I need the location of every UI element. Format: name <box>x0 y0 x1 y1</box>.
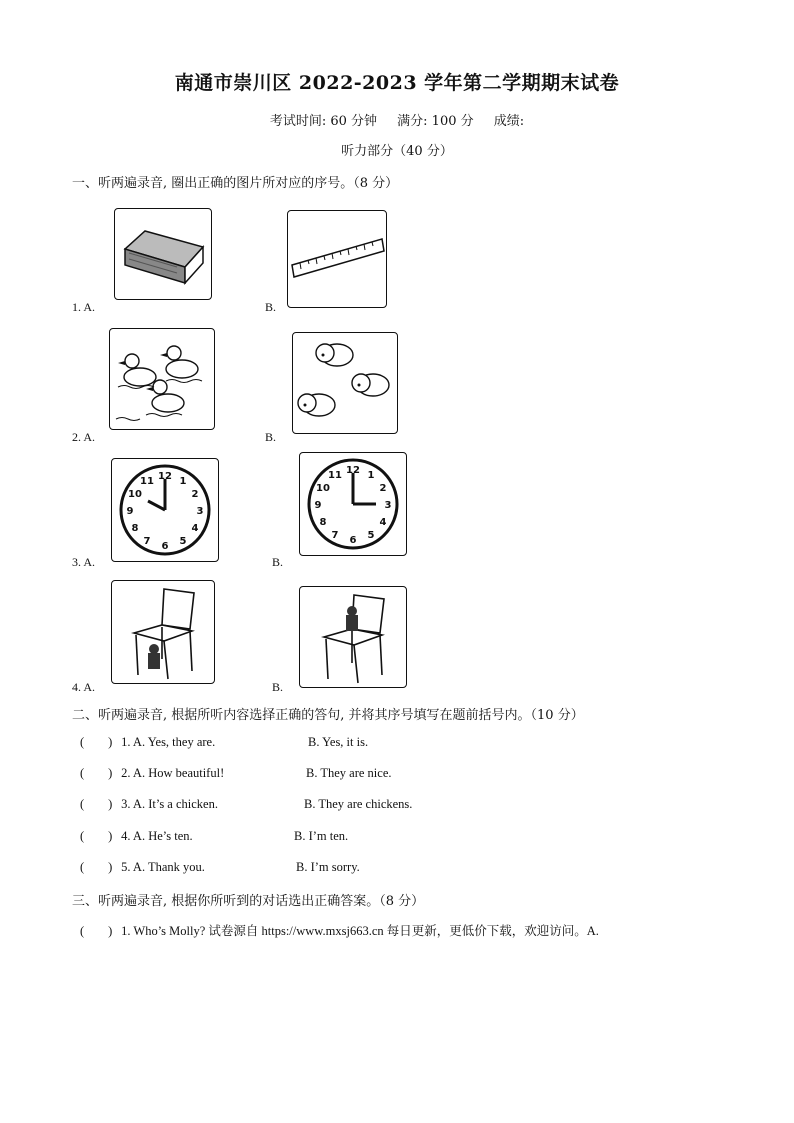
answer-paren-open: ( <box>80 860 85 874</box>
s2-q4-option-a: 4. A. He’s ten. <box>121 829 193 843</box>
clock-three-picture[interactable] <box>299 452 407 556</box>
s2-q2 <box>80 766 224 781</box>
pigs-picture[interactable] <box>292 332 398 434</box>
s3-q1 <box>80 921 599 939</box>
svg-text:6: 6 <box>161 541 169 552</box>
q3-b-label: B. <box>272 555 284 569</box>
svg-text:4: 4 <box>191 523 199 534</box>
q4-b-label: B. <box>272 680 284 694</box>
section2-heading: 二、听两遍录音, 根据所听内容选择正确的答句, 并将其序号填写在题前括号内。（10 分） <box>72 708 584 723</box>
svg-text:12: 12 <box>346 465 360 476</box>
q4-a-label: 4. A. <box>72 680 96 694</box>
s3-q1-text: 1. Who’s Molly? 试卷源自 https://www.mxsj663.cn 每日更新，更低价下载，欢迎访问。A. <box>121 924 599 938</box>
grade-field: 成绩: <box>493 114 525 129</box>
section3-heading: 三、听两遍录音, 根据你所听到的对话选出正确答案。（8 分） <box>72 894 425 909</box>
s2-q4-option-b: B. I’m ten. <box>294 829 349 843</box>
s2-q5-option-a: 5. A. Thank you. <box>121 860 205 874</box>
s2-q4 <box>80 829 193 844</box>
svg-text:7: 7 <box>143 536 151 547</box>
svg-text:5: 5 <box>367 530 375 541</box>
q2-a-label: 2. A. <box>72 430 96 444</box>
svg-text:6: 6 <box>349 535 357 546</box>
answer-paren-close: ) <box>108 924 113 938</box>
svg-text:2: 2 <box>191 489 199 500</box>
section1-heading: 一、听两遍录音, 圈出正确的图片所对应的序号。（8 分） <box>72 176 399 191</box>
full-score: 满分: 100 分 <box>397 114 474 129</box>
s2-q3-option-b: B. They are chickens. <box>304 797 413 811</box>
svg-text:10: 10 <box>316 483 330 494</box>
svg-text:11: 11 <box>140 476 154 487</box>
ruler-picture[interactable] <box>287 210 387 308</box>
answer-paren-close: ) <box>108 735 113 749</box>
answer-paren-open: ( <box>80 797 85 811</box>
exam-meta <box>0 110 794 129</box>
svg-text:1: 1 <box>367 470 375 481</box>
svg-text:7: 7 <box>331 530 339 541</box>
q1-b-label: B. <box>265 300 277 314</box>
q1-a-label: 1. A. <box>72 300 96 314</box>
svg-text:8: 8 <box>131 523 139 534</box>
ducks-picture[interactable] <box>109 328 215 430</box>
answer-paren-close: ) <box>108 797 113 811</box>
svg-text:3: 3 <box>196 506 204 517</box>
s2-q2-option-b: B. They are nice. <box>306 766 392 780</box>
svg-text:9: 9 <box>314 500 322 511</box>
answer-paren-open: ( <box>80 924 85 938</box>
s2-q1 <box>80 735 215 750</box>
s2-q1-option-a: 1. A. Yes, they are. <box>121 735 216 749</box>
answer-paren-open: ( <box>80 829 85 843</box>
toy-on-chair-picture[interactable] <box>299 586 407 688</box>
s2-q1-option-b: B. Yes, it is. <box>308 735 369 749</box>
toy-under-chair-picture[interactable] <box>111 580 215 684</box>
answer-paren-close: ) <box>108 860 113 874</box>
svg-text:11: 11 <box>328 470 342 481</box>
svg-text:8: 8 <box>319 517 327 528</box>
listening-part-title: 听力部分（40 分） <box>341 144 453 159</box>
answer-paren-open: ( <box>80 766 85 780</box>
page-title: 南通市崇川区 2022-2023 学年第二学期期末试卷 <box>174 72 620 94</box>
q2-b-label: B. <box>265 430 277 444</box>
svg-text:10: 10 <box>128 489 142 500</box>
s2-q3 <box>80 797 218 812</box>
s2-q5-option-b: B. I’m sorry. <box>296 860 360 874</box>
eraser-picture[interactable] <box>114 208 212 300</box>
svg-text:12: 12 <box>158 471 172 482</box>
svg-text:1: 1 <box>179 476 187 487</box>
answer-paren-close: ) <box>108 829 113 843</box>
s2-q5 <box>80 860 205 875</box>
answer-paren-close: ) <box>108 766 113 780</box>
svg-text:9: 9 <box>126 506 134 517</box>
svg-text:5: 5 <box>179 536 187 547</box>
s2-q2-option-a: 2. A. How beautiful! <box>121 766 225 780</box>
clock-ten-picture[interactable] <box>111 458 219 562</box>
svg-text:4: 4 <box>379 517 387 528</box>
svg-text:2: 2 <box>379 483 387 494</box>
exam-time: 考试时间: 60 分钟 <box>269 114 378 129</box>
q3-a-label: 3. A. <box>72 555 96 569</box>
s2-q3-option-a: 3. A. It’s a chicken. <box>121 797 218 811</box>
svg-text:3: 3 <box>384 500 392 511</box>
answer-paren-open: ( <box>80 735 85 749</box>
